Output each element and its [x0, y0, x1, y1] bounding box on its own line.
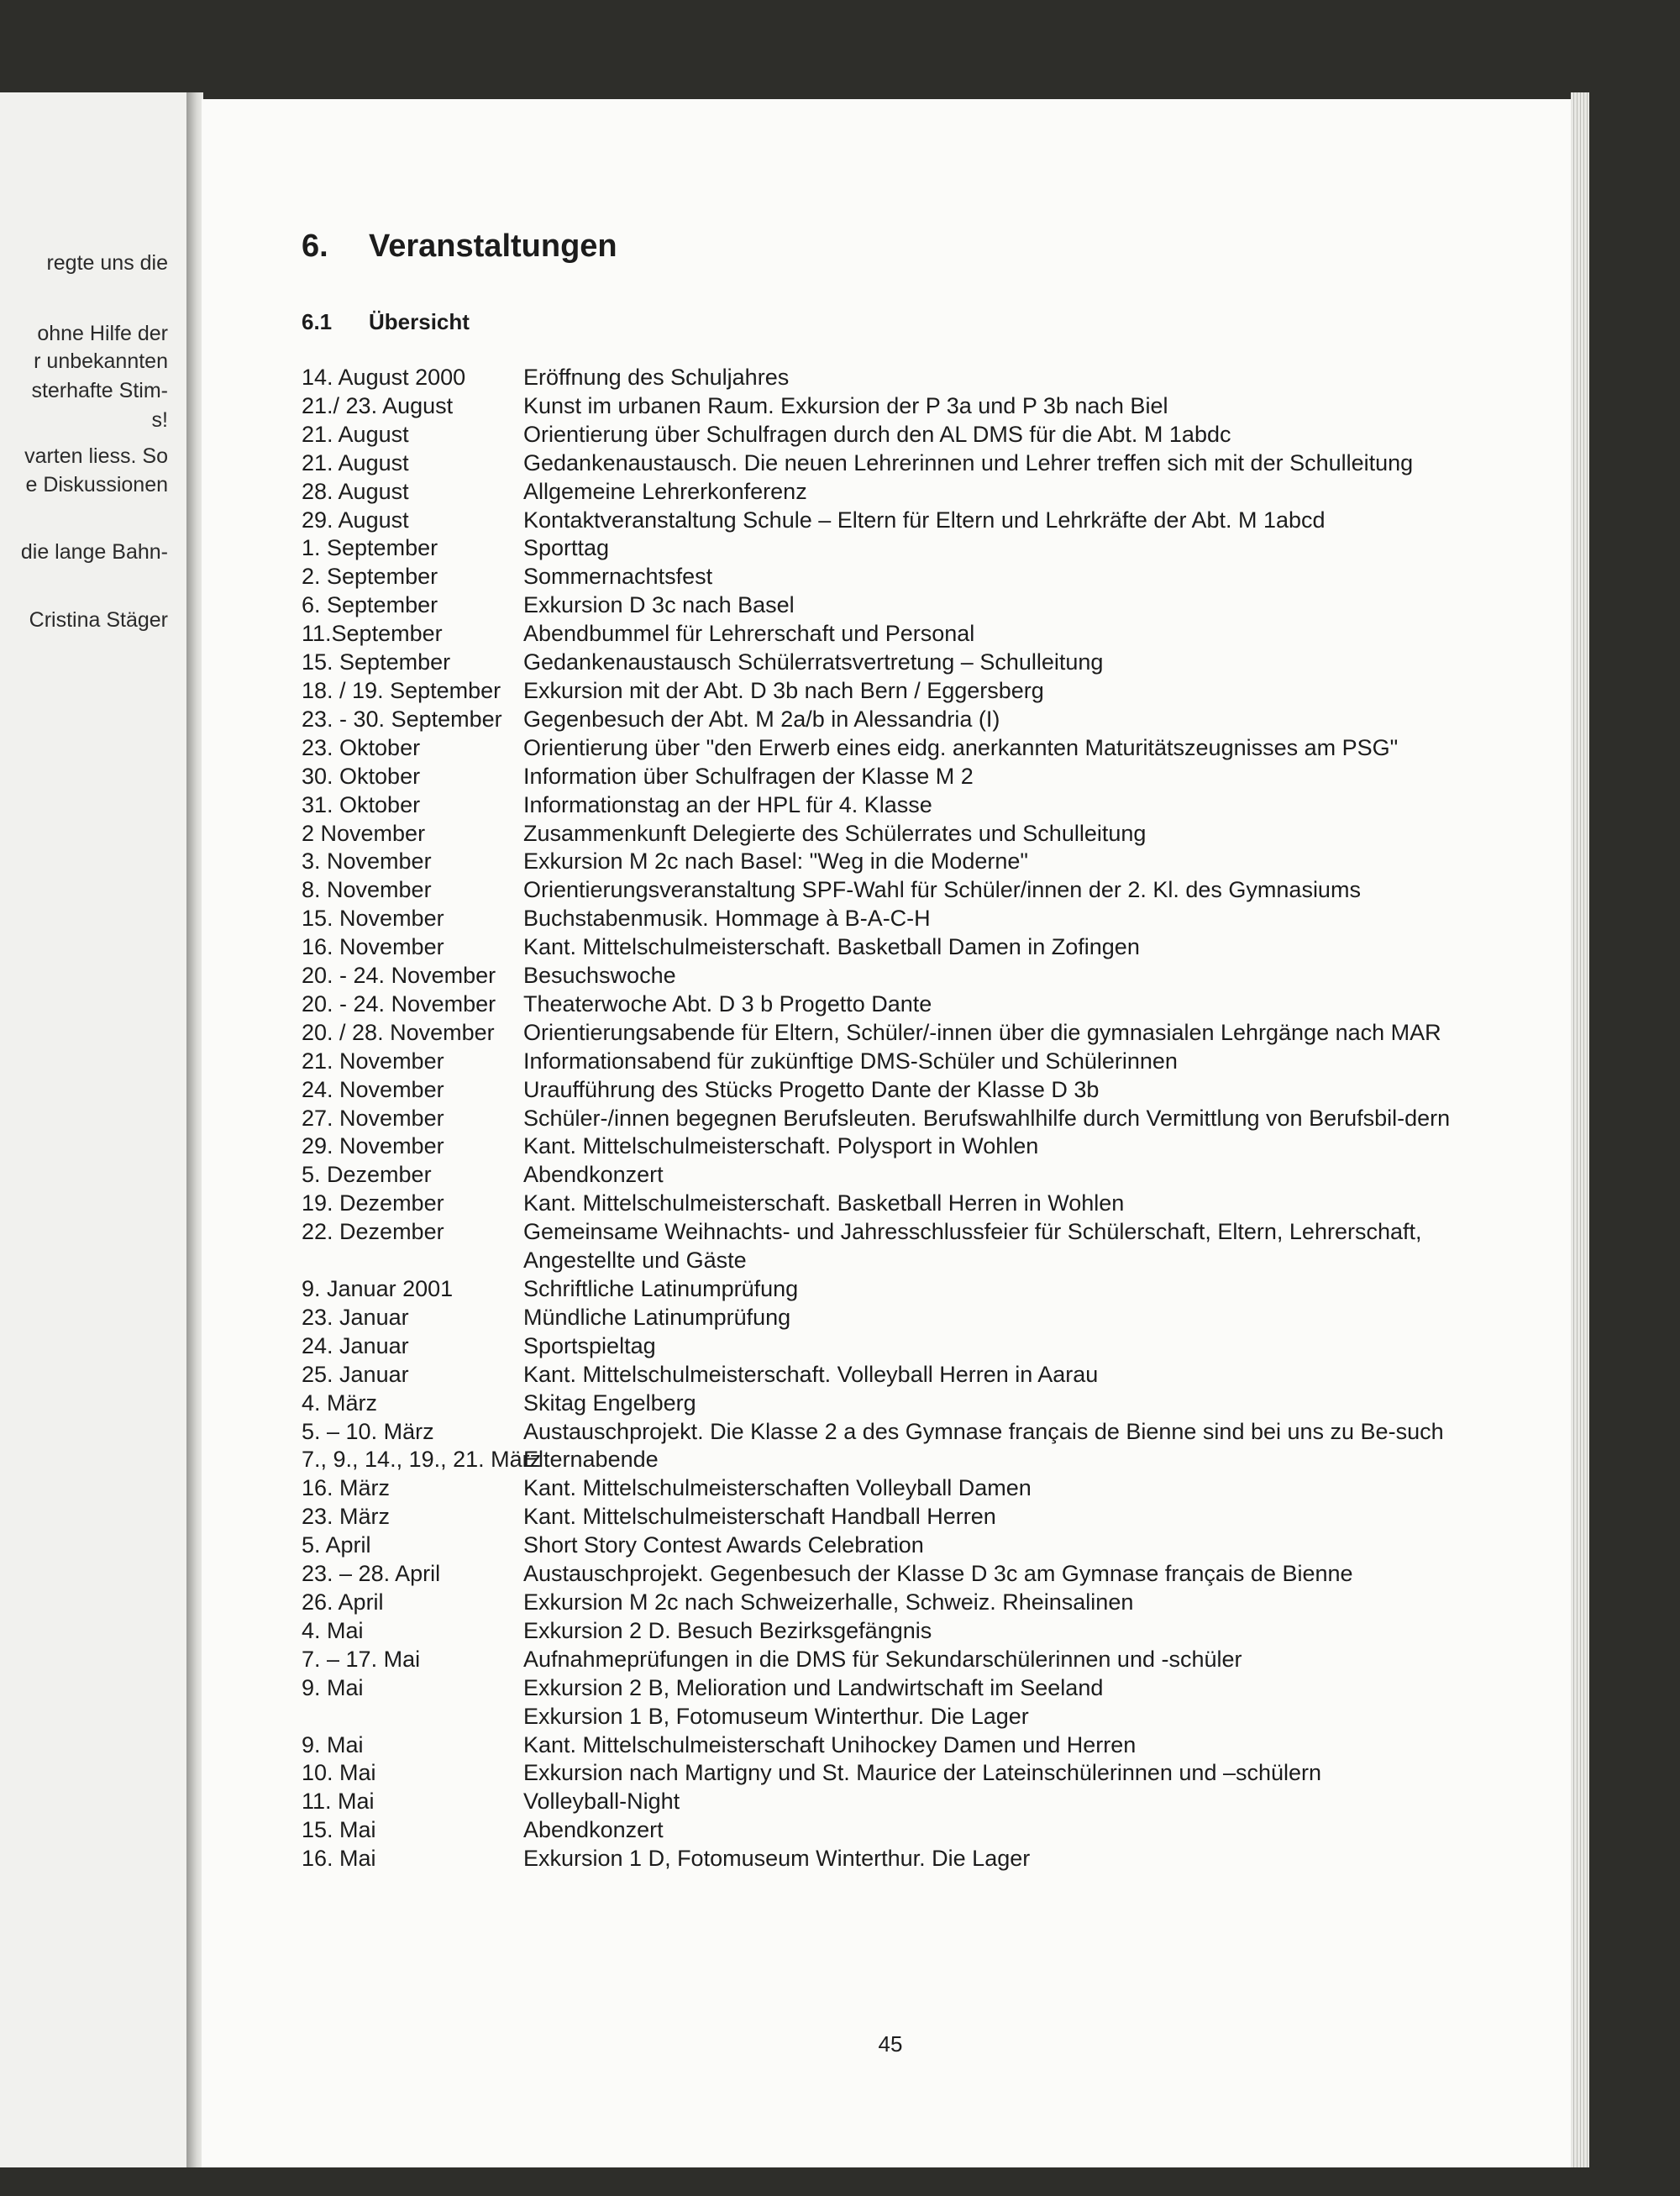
subsection-number: 6.1 — [302, 309, 333, 334]
event-date: 16. November — [302, 934, 444, 960]
event-date: 5. Dezember — [302, 1162, 432, 1188]
event-date — [302, 1703, 523, 1731]
event-row — [302, 1759, 1494, 1788]
event-description: Informationstag an der HPL für 4. Klasse — [523, 791, 932, 817]
event-description: Exkursion 1 D, Fotomuseum Winterthur. Die Lager — [523, 1846, 1031, 1872]
event-description: Information über Schulfragen der Klasse M 2 — [523, 763, 974, 789]
event-description: Orientierungsabende für Eltern, Schüler/-innen über die gymnasialen Lehrgänge nach MAR — [523, 1019, 1441, 1045]
event-row — [302, 1161, 1494, 1190]
page-number: 45 — [878, 2031, 903, 2057]
event-row — [302, 962, 1494, 990]
event-description: Abendbummel für Lehrerschaft und Personal — [523, 621, 975, 647]
left-page-fragment: r unbekannten — [34, 349, 168, 374]
event-row — [302, 1076, 1494, 1105]
event-row — [302, 1048, 1494, 1076]
event-date: 30. Oktober — [302, 763, 421, 789]
event-description: Aufnahmeprüfungen in die DMS für Sekundarschülerinnen und -schüler — [523, 1646, 1242, 1672]
event-description: Elternabende — [523, 1447, 659, 1473]
event-row — [302, 763, 1494, 791]
event-description: Zusammenkunft Delegierte des Schülerrates und Schulleitung — [523, 820, 1147, 846]
event-description: Mündliche Latinumprüfung — [523, 1304, 791, 1330]
event-date: 15. November — [302, 906, 444, 932]
event-date: 1. September — [302, 535, 438, 561]
event-description: Buchstabenmusik. Hommage à B-A-C-H — [523, 906, 931, 932]
event-row — [302, 364, 1494, 392]
event-description: Exkursion nach Martigny und St. Maurice der Lateinschülerinnen und –schülern — [523, 1760, 1322, 1786]
event-row — [302, 1845, 1494, 1873]
event-row — [302, 1332, 1494, 1361]
event-date: 31. Oktober — [302, 791, 421, 817]
event-row — [302, 706, 1494, 734]
event-row — [302, 620, 1494, 649]
book-gutter — [186, 92, 203, 2167]
event-date: 26. April — [302, 1589, 384, 1615]
event-description: Kunst im urbanen Raum. Exkursion der P 3a und P 3b nach Biel — [523, 392, 1168, 418]
left-page — [0, 92, 186, 2167]
event-row — [302, 1190, 1494, 1218]
event-description: Kant. Mittelschulmeisterschaft. Volleyball Herren in Aarau — [523, 1361, 1099, 1387]
event-date: 21. November — [302, 1048, 444, 1074]
event-date: 11.September — [302, 621, 443, 647]
event-description: Short Story Contest Awards Celebration — [523, 1532, 924, 1558]
event-description: Exkursion 2 B, Melioration und Landwirtschaft im Seeland — [523, 1674, 1104, 1700]
event-date: 15. September — [302, 649, 451, 675]
event-row — [302, 933, 1494, 962]
event-row — [302, 1703, 1494, 1731]
event-date: 19. Dezember — [302, 1190, 444, 1216]
event-row — [302, 534, 1494, 563]
event-description: Austauschprojekt. Gegenbesuch der Klasse D 3c am Gymnase français de Bienne — [523, 1561, 1353, 1587]
event-description: Exkursion D 3c nach Basel — [523, 592, 795, 618]
event-description: Volleyball-Night — [523, 1789, 680, 1815]
event-row — [302, 848, 1494, 876]
event-date: 20. - 24. November — [302, 963, 496, 989]
event-date: 5. – 10. März — [302, 1418, 434, 1444]
event-date: 10. Mai — [302, 1760, 376, 1786]
left-page-fragment: ohne Hilfe der — [37, 321, 168, 345]
event-description: Informationsabend für zukünftige DMS-Schüler und Schülerinnen — [523, 1048, 1178, 1074]
event-row — [302, 1617, 1494, 1646]
event-description: Kant. Mittelschulmeisterschaft. Basketball Damen in Zofingen — [523, 934, 1140, 960]
event-date: 14. August 2000 — [302, 365, 466, 390]
left-page-fragment: sterhafte Stim- — [31, 379, 168, 403]
event-row — [302, 1418, 1494, 1447]
event-description: Uraufführung des Stücks Progetto Dante der Klasse D 3b — [523, 1076, 1100, 1102]
event-description: Kant. Mittelschulmeisterschaft Handball Herren — [523, 1504, 996, 1530]
event-date: 21. August — [302, 421, 409, 447]
event-date: 9. Mai — [302, 1731, 364, 1757]
event-row — [302, 1390, 1494, 1418]
event-description: Besuchswoche — [523, 963, 676, 989]
event-row — [302, 1361, 1494, 1390]
event-row — [302, 1446, 1494, 1474]
event-date: 24. Januar — [302, 1332, 409, 1358]
event-row — [302, 791, 1494, 820]
event-description: Kant. Mittelschulmeisterschaft. Polysport in Wohlen — [523, 1133, 1039, 1159]
event-row — [302, 1218, 1494, 1275]
event-description: Schüler-/innen begegnen Berufsleuten. Berufswahlhilfe durch Vermittlung von Berufsbil-dern — [523, 1105, 1451, 1131]
event-description: Austauschprojekt. Die Klasse 2 a des Gymnase français de Bienne sind bei uns zu Be-such — [523, 1418, 1444, 1444]
event-description: Kant. Mittelschulmeisterschaft. Basketball Herren in Wohlen — [523, 1190, 1125, 1216]
event-date: 28. August — [302, 478, 409, 504]
event-date: 29. November — [302, 1133, 444, 1159]
event-description: Abendkonzert — [523, 1162, 664, 1188]
event-row — [302, 1816, 1494, 1845]
event-date: 9. Mai — [302, 1674, 364, 1700]
event-row — [302, 876, 1494, 905]
left-page-fragment: s! — [151, 408, 168, 433]
event-row — [302, 990, 1494, 1019]
event-row — [302, 1474, 1494, 1503]
event-row — [302, 421, 1494, 449]
event-date: 23. – 28. April — [302, 1561, 441, 1587]
event-description: Theaterwoche Abt. D 3 b Progetto Dante — [523, 990, 932, 1017]
event-date: 2 November — [302, 820, 426, 846]
event-row — [302, 1674, 1494, 1703]
event-date: 23. Oktober — [302, 734, 421, 760]
left-page-fragment: e Diskussionen — [25, 472, 168, 496]
event-date: 5. April — [302, 1532, 371, 1558]
left-page-fragment: varten liess. So — [24, 444, 168, 469]
event-date: 3. November — [302, 848, 432, 875]
event-date: 20. - 24. November — [302, 990, 496, 1017]
event-description: Orientierung über Schulfragen durch den AL DMS für die Abt. M 1abdc — [523, 421, 1231, 447]
event-date: 23. - 30. September — [302, 706, 502, 732]
event-row — [302, 1503, 1494, 1531]
section-number: 6. — [302, 229, 328, 264]
event-description: Kontaktveranstaltung Schule – Eltern für Eltern und Lehrkräfte der Abt. M 1abcd — [523, 507, 1326, 533]
event-description: Gedankenaustausch. Die neuen Lehrerinnen und Lehrer treffen sich mit der Schulleitung — [523, 449, 1414, 475]
page-edge — [1571, 92, 1589, 2167]
event-date: 16. Mai — [302, 1846, 376, 1872]
section-heading — [302, 229, 617, 265]
event-date: 22. Dezember — [302, 1219, 444, 1245]
event-row — [302, 677, 1494, 706]
event-row — [302, 1589, 1494, 1617]
event-description: Abendkonzert — [523, 1817, 664, 1843]
event-date: 24. November — [302, 1076, 444, 1102]
event-description: Eröffnung des Schuljahres — [523, 365, 790, 390]
event-description: Skitag Engelberg — [523, 1390, 696, 1416]
event-row — [302, 392, 1494, 421]
event-description: Exkursion 2 D. Besuch Bezirksgefängnis — [523, 1617, 932, 1643]
left-page-fragment: regte uns die — [46, 251, 168, 276]
event-description: Schriftliche Latinumprüfung — [523, 1276, 799, 1301]
event-description: Sporttag — [523, 535, 610, 561]
event-row — [302, 820, 1494, 848]
left-page-fragment: Cristina Stäger — [29, 608, 168, 633]
event-description: Kant. Mittelschulmeisterschaften Volleyball Damen — [523, 1475, 1032, 1501]
event-date: 29. August — [302, 507, 409, 533]
event-row — [302, 649, 1494, 677]
event-description: Sportspieltag — [523, 1332, 656, 1358]
event-list — [302, 364, 1494, 1873]
event-row — [302, 591, 1494, 620]
event-date: 7. – 17. Mai — [302, 1646, 421, 1672]
event-description: Exkursion 1 B, Fotomuseum Winterthur. Die Lager — [523, 1703, 1029, 1729]
event-row — [302, 905, 1494, 933]
event-date: 4. März — [302, 1390, 378, 1416]
event-date: 18. / 19. September — [302, 677, 501, 703]
event-date: 6. September — [302, 592, 438, 618]
event-date: 16. März — [302, 1475, 391, 1501]
event-row — [302, 1304, 1494, 1332]
event-date: 2. September — [302, 564, 438, 590]
event-description: Gegenbesuch der Abt. M 2a/b in Alessandria (I) — [523, 706, 1000, 732]
event-row — [302, 1731, 1494, 1760]
event-date: 4. Mai — [302, 1617, 364, 1643]
event-description: Allgemeine Lehrerkonferenz — [523, 478, 807, 504]
event-date: 21./ 23. August — [302, 392, 454, 418]
event-date: 11. Mai — [302, 1789, 375, 1815]
event-row — [302, 449, 1494, 478]
event-date: 21. August — [302, 449, 409, 475]
event-description: Exkursion mit der Abt. D 3b nach Bern / Eggersberg — [523, 677, 1044, 703]
event-date: 25. Januar — [302, 1361, 409, 1387]
event-row — [302, 478, 1494, 507]
event-description: Orientierungsveranstaltung SPF-Wahl für Schüler/innen der 2. Kl. des Gymnasiums — [523, 877, 1361, 903]
event-row — [302, 1132, 1494, 1161]
event-description: Sommernachtsfest — [523, 564, 713, 590]
event-date: 27. November — [302, 1105, 444, 1131]
event-description: Kant. Mittelschulmeisterschaft Unihockey Damen und Herren — [523, 1731, 1137, 1757]
event-row — [302, 1531, 1494, 1560]
event-description: Gemeinsame Weihnachts- und Jahresschlussfeier für Schülerschaft, Eltern, Lehrerschaft, Angestellte und Gäste — [523, 1219, 1422, 1274]
event-row — [302, 1019, 1494, 1048]
subsection-heading — [302, 309, 470, 335]
event-row — [302, 1646, 1494, 1674]
event-description: Exkursion M 2c nach Schweizerhalle, Schweiz. Rheinsalinen — [523, 1589, 1134, 1615]
event-date: 20. / 28. November — [302, 1019, 495, 1045]
event-date: 23. März — [302, 1504, 391, 1530]
event-row — [302, 1788, 1494, 1816]
event-row — [302, 1560, 1494, 1589]
event-row — [302, 734, 1494, 763]
subsection-title: Übersicht — [369, 309, 470, 334]
event-row — [302, 507, 1494, 535]
event-description: Orientierung über "den Erwerb eines eidg. anerkannten Maturitätszeugnisses am PSG" — [523, 734, 1399, 760]
event-date: 8. November — [302, 877, 432, 903]
event-row — [302, 563, 1494, 591]
event-row — [302, 1105, 1494, 1133]
event-description: Exkursion M 2c nach Basel: "Weg in die Moderne" — [523, 848, 1028, 875]
event-row — [302, 1275, 1494, 1304]
event-date: 15. Mai — [302, 1817, 376, 1843]
event-date: 9. Januar 2001 — [302, 1276, 454, 1301]
event-date: 7., 9., 14., 19., 21. März — [302, 1447, 542, 1473]
event-description: Gedankenaustausch Schülerratsvertretung – Schulleitung — [523, 649, 1104, 675]
left-page-fragment: die lange Bahn- — [20, 539, 168, 564]
event-date: 23. Januar — [302, 1304, 409, 1330]
section-title: Veranstaltungen — [369, 229, 617, 264]
